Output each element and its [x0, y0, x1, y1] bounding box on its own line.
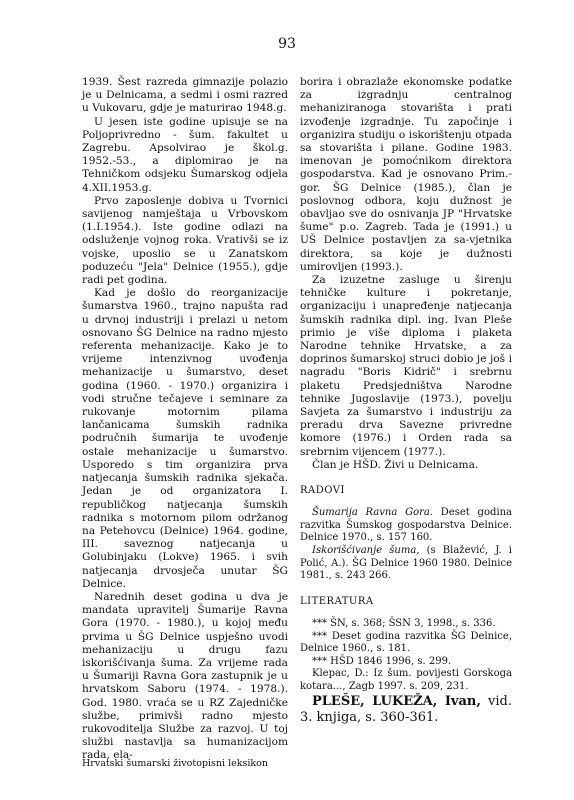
paragraph: Za izuzetne zasluge u širenju tehničke kulture i pokretanje, organizaciju i unapređenje natjecanja šumskih radnika dipl. ing. Ivan Pleše primio je više diploma i plaketa Narodne tehnike Hrvatske, a za doprinos šumarskoj struci dobio je još i nagradu "Boris Kidrič" i srebrnu plaketu Predsjedništva Narodne tehnike Jugoslavije (1973.), povelju Savjeta za šumarstvo i industriju za preradu drva Savezne privredne komore (1976.) i Orden rada sa srebrnim vijencem (1977.).: [300, 274, 512, 458]
paragraph: U jesen iste godine upisuje se na Poljoprivredno - šum. fakultet u Zagrebu. Apsolvirao je škol.g. 1952.-53., a diplomirao je na Tehničkom odsjeku Šumarskog odjela 4.XII.1953.g.: [82, 115, 288, 194]
footer: Hrvatski šumarski životopisni leksikon: [82, 758, 269, 769]
literature-item: Klepac, D.: Iz šum. povijesti Gorskoga kotara..., Zagb 1997. s. 209, 231.: [300, 668, 512, 693]
paragraph: Narednih deset godina u dva je mandata upravitelj Šumarije Ravna Gora (1970. - 1980.), u kojoj među prvima u ŠG Delnice uspješno uvodi mehanizaciju u drugu fazu iskorišćivanja šuma. Za vrijeme rada u Šumariji Ravna Gora zastupnik je u hrvatskom Saboru (1974. - 1978.). God. 1980. vraća se u RZ Zajedničke službe, primivši radno mjesto rukovoditelja Službe za razvoj. U toj službi nastavlja sa humanizacijom rada, ela-: [82, 590, 288, 762]
paragraph: Član je HŠD. Živi u Delnicama.: [312, 458, 479, 471]
works-item: Šumarija Ravna Gora. Deset godina razvitka Šumskog gospodarstva Delnice. Delnice 1970., s. 157 160.: [300, 507, 512, 544]
works-item: Iskorišćivanje šuma, (s Blažević, J. i Polić, A.). ŠG Delnice 1960 1980. Delnice 1981., s. 243 266.: [300, 545, 513, 582]
paragraph: Prvo zaposlenje dobiva u Tvornici savijenog namještaja u Vrbovskom (1.I.1954.). Iste godine odlazi na odsluženje vojnog roka. Vrativši se iz vojske, uposlio se u Zanatskom poduzeću "Jela" Delnice (1955.), gdje radi pet godina.: [82, 194, 288, 287]
literature-item: *** Deset godina razvitka ŠG Delnice, Delnice 1960., s. 181.: [300, 630, 512, 655]
page-number: 93: [278, 36, 296, 52]
left-column: [82, 76, 288, 763]
literature-item: *** HŠD 1846 1996, s. 299.: [312, 655, 452, 667]
paragraph: Kad je došlo do reorganizacije šumarstva 1960., trajno napušta rad u drvnoj industriji i prelazi u netom osnovano ŠG Delnice na radno mjesto referenta mehanizacije. Kako je to vrijeme intenzivnog uvođenja mehanizacije u šumarstvo, deset godina (1960. - 1970.) organizira i vodi stručne tečajeve i seminare za rukovanje motornim pilama lančanicama šumskih radnika područnih šumarija te uvođenje ostale mehanizacije u šumarstvo. Usporedo s tim organizira prva natjecanja šumskih radnika sjekača. Jedan je od organizatora I. republičkog natjecanja šumskih radnika s motornom pilom održanog na Petehovcu (Delnice) 1964. godine, III. saveznog natjecanja u Golubinjaku (Lokve) 1965. i svih natjecanja drvosječa unutar ŠG Delnice.: [82, 287, 288, 590]
works-heading: RADOVI: [300, 485, 345, 497]
cross-reference-entry: PLEŠE, LUKEŽA, Ivan, vid. 3. knjiga, s. 360-361.: [300, 693, 512, 725]
right-column: [300, 76, 512, 726]
literature-item: *** ŠN, s. 368; ŠSN 3, 1998., s. 336.: [312, 618, 496, 630]
paragraph: borira i obrazlaže ekonomske podatke za izgradnju centralnog mehaniziranoga stovarišta i prati izvođenje izgradnje. Tu započinje i organizira studiju o iskorištenju otpada sa stovarišta i pilane. Godine 1983. imenovan je pomoćnikom direktora gospodarstva. Kad je osnovano Prim.-gor. ŠG Delnice (1985.), član je poslovnog odbora, koju dužnost je obavljao sve do osnivanja JP "Hrvatske šume" p.o. Zagreb. Tada je (1991.) u UŠ Delnice postavljen za sa-vjetnika direktora, sa koje je dužnosti umirovljen (1993.).: [300, 76, 512, 273]
literature-heading: LITERATURA: [300, 595, 374, 607]
paragraph: 1939. Šest razreda gimnazije polazio je u Delnicama, a sedmi i osmi razred u Vukovaru, gdje je maturirao 1948.g.: [82, 76, 288, 115]
